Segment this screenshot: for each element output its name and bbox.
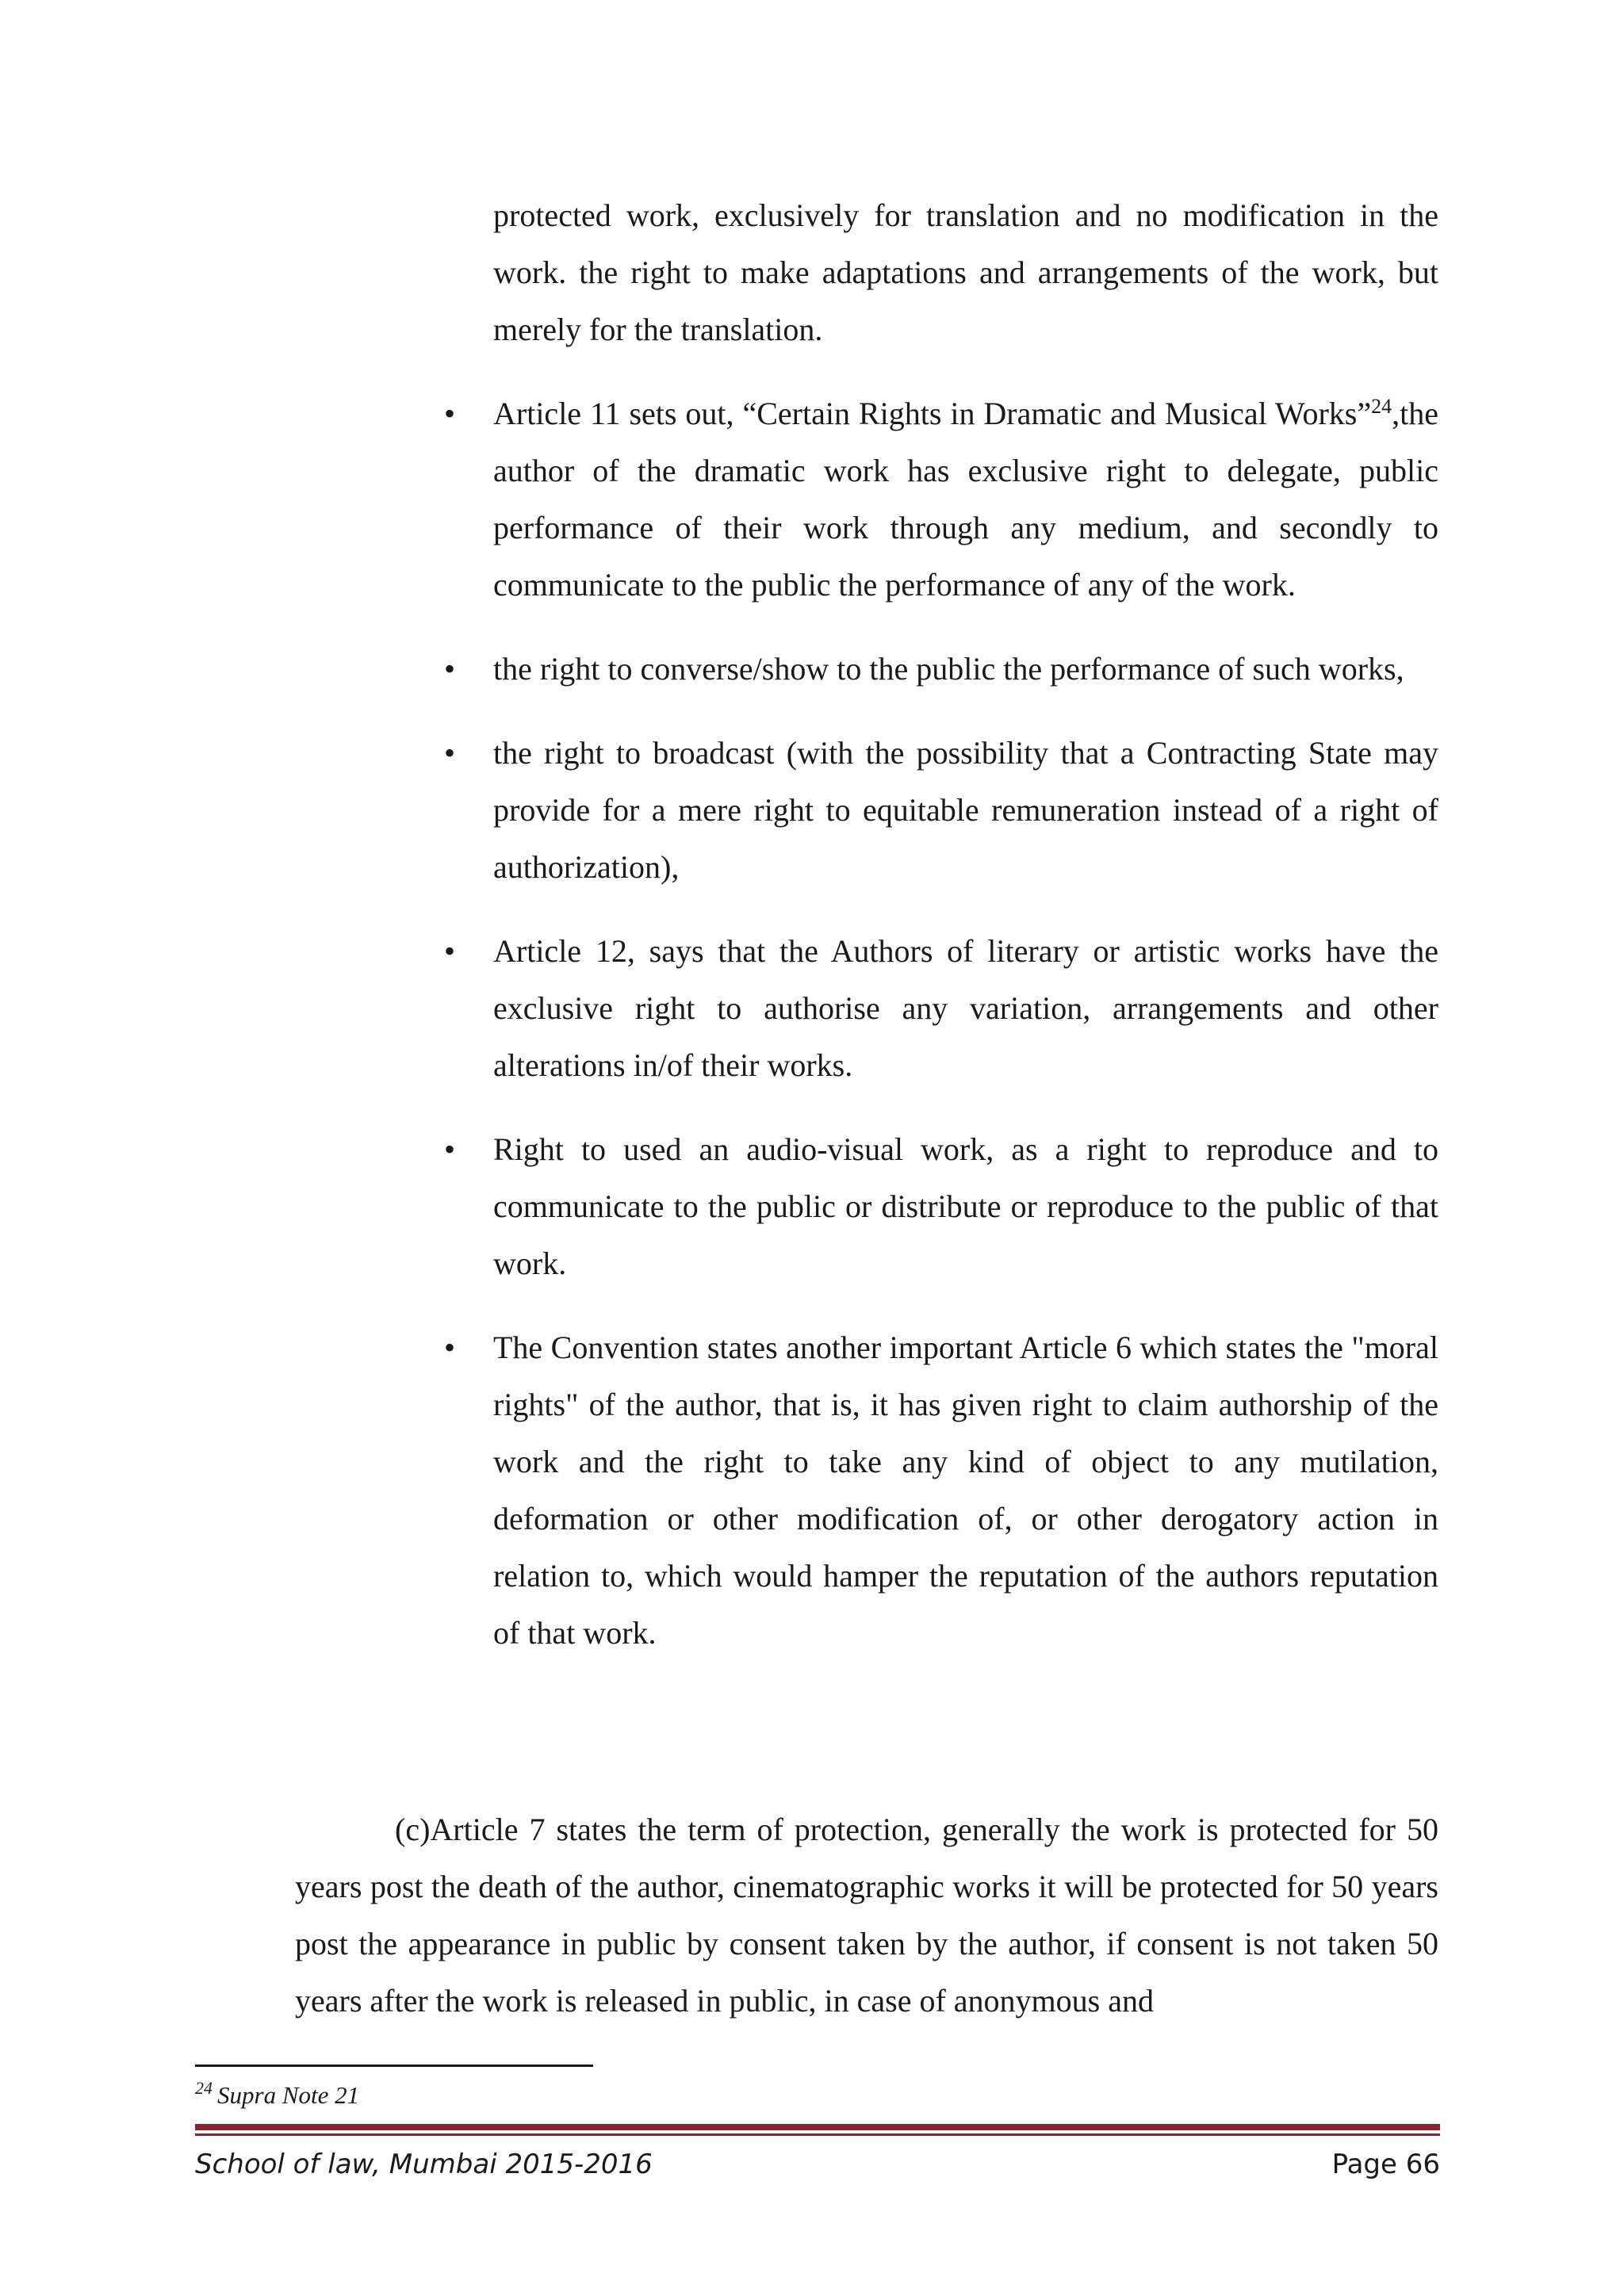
- bullet-text: the right to converse/show to the public the performance of such works,: [493, 651, 1404, 687]
- bullet-list: [444, 385, 1438, 1689]
- bullet-icon: •: [444, 933, 456, 969]
- bullet-icon: •: [444, 651, 456, 687]
- bullet-item-article-12: [444, 923, 1438, 1094]
- footnote-separator: [195, 2064, 593, 2067]
- footnote-text: Supra Note 21: [217, 2081, 360, 2109]
- paragraph-article-7: [295, 1801, 1438, 2030]
- bullet-text: Right to used an audio-visual work, as a right to reproduce and to communicate to the public or distribute or reproduce to the public of that work.: [493, 1131, 1438, 1281]
- bullet-item-article-11: [444, 385, 1438, 614]
- bullet-item-audio-visual: [444, 1121, 1438, 1292]
- bullet-icon: •: [444, 1330, 456, 1365]
- continuation-paragraph: [493, 187, 1438, 358]
- page-number: Page 66: [1331, 2149, 1440, 2180]
- bullet-icon: •: [444, 735, 456, 771]
- bullet-item-moral-rights: [444, 1319, 1438, 1662]
- footnote-reference: 24: [1371, 395, 1392, 418]
- bullet-text: Article 11 sets out, “Certain Rights in Dramatic and Musical Works”: [493, 396, 1372, 431]
- continuation-text: protected work, exclusively for translation and no modification in the work. the right to make adaptations and arrangements of the work, but merely for the translation.: [493, 197, 1438, 347]
- bullet-text: Article 12, says that the Authors of literary or artistic works have the exclusive right to authorise any variation, arrangements and other alterations in/of their works.: [493, 933, 1438, 1083]
- bullet-item-broadcast: [444, 725, 1438, 896]
- footer-rule-thin: [195, 2133, 1440, 2136]
- footnote-number: 24: [195, 2078, 213, 2098]
- bullet-icon: •: [444, 1131, 456, 1167]
- bullet-text-continued: ,the author of the dramatic work has exclusive right to delegate, public performance of their work through any medium, and secondly to communicate to the public the performance of any of the work.: [493, 396, 1438, 603]
- paragraph-text: (c)Article 7 states the term of protection, generally the work is protected for 50 years post the death of the author, cinematographic works it will be protected for 50 years post the appearance in public by consent taken by the author, if consent is not taken 50 years after the work is released in public, in case of anonymous and: [295, 1812, 1438, 2019]
- footer-rule-thick: [195, 2124, 1440, 2130]
- footnote: [195, 2076, 359, 2115]
- bullet-item-converse-show: [444, 641, 1438, 698]
- bullet-text: the right to broadcast (with the possibility that a Contracting State may provide for a mere right to equitable remuneration instead of a right of authorization),: [493, 735, 1438, 885]
- footer-institution: School of law, Mumbai 2015-2016: [195, 2149, 653, 2180]
- bullet-icon: •: [444, 396, 456, 431]
- bullet-text: The Convention states another important Article 6 which states the "moral rights" of the author, that is, it has given right to claim authorship of the work and the right to take any kind of object to any mutilation, deformation or other modification of, or other derogatory action in relation to, which would hamper the reputation of the authors reputation of that work.: [493, 1330, 1438, 1651]
